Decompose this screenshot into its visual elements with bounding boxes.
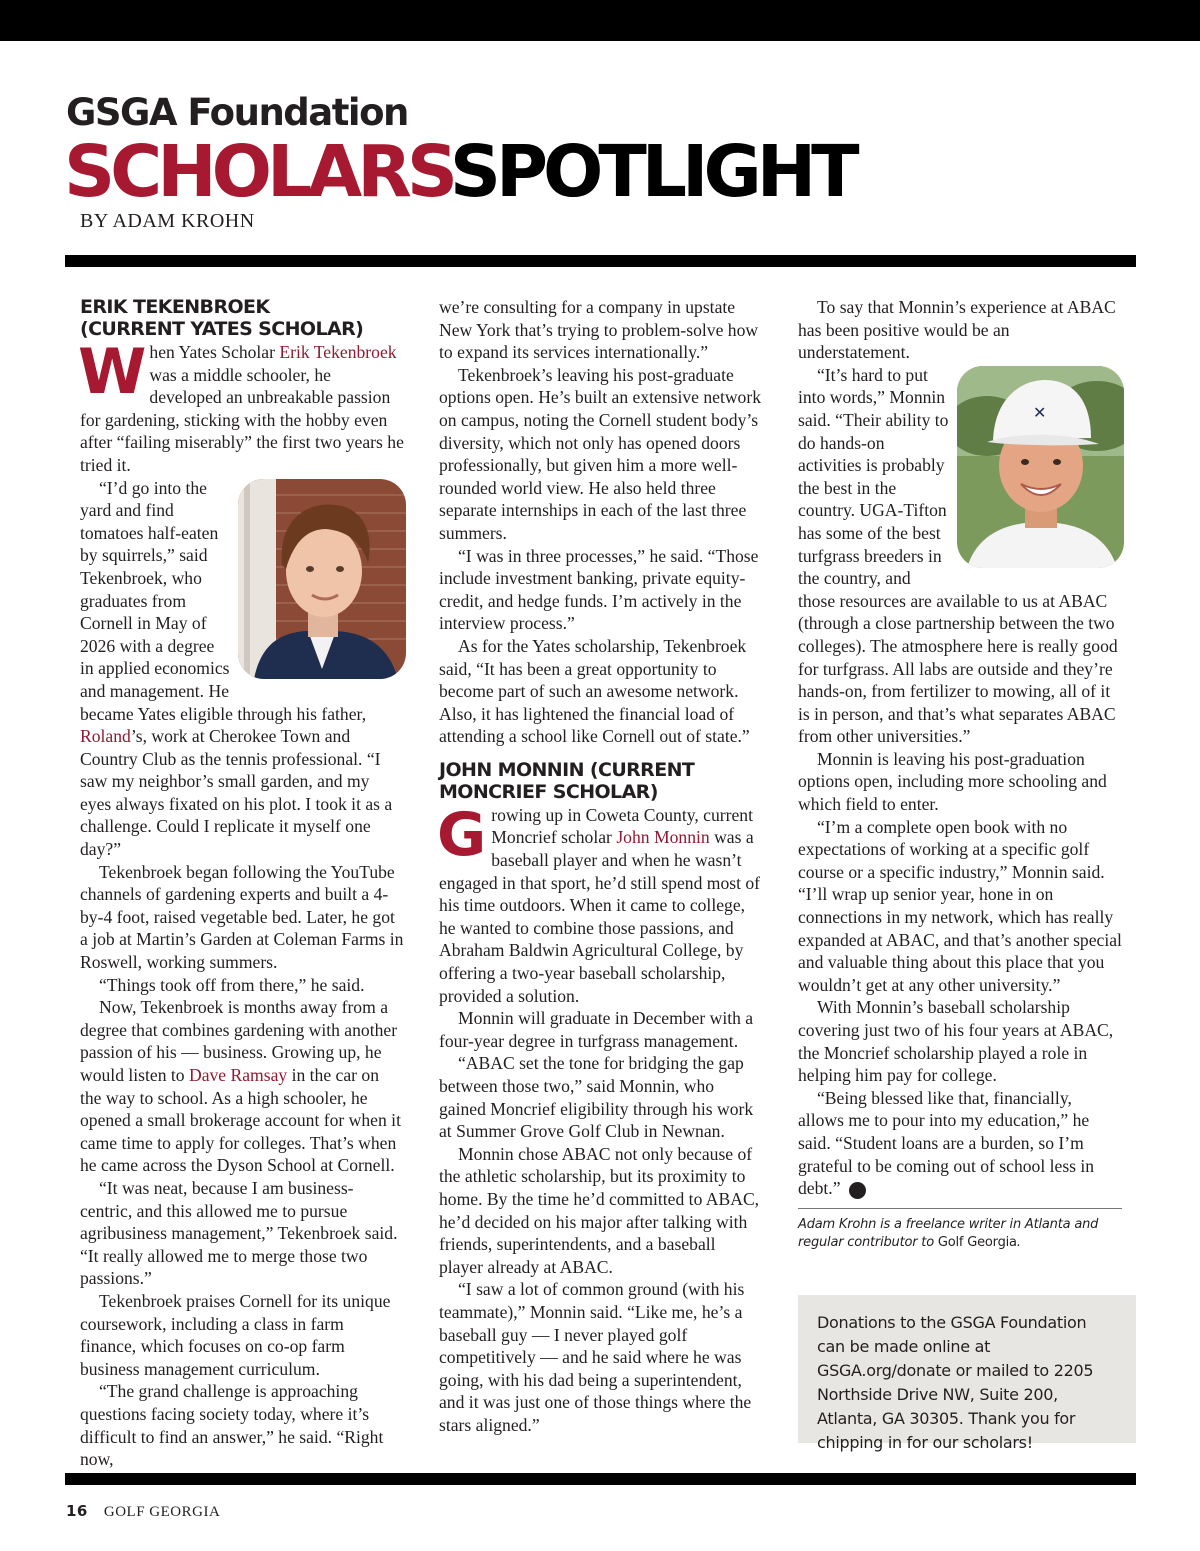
- column-2: [439, 296, 763, 1437]
- headline-scholars: SCHOLARS: [64, 130, 450, 213]
- paragraph: “I saw a lot of common ground (with his teammate),” Monnin said. “Like me, he’s a baseball guy — I never played golf competitively — and he said where he was going, with his dad being a superintendent, and it was just one of those things where the stars aligned.”: [439, 1279, 752, 1435]
- magazine-title: GOLF GEORGIA: [103, 1504, 221, 1520]
- text-run: was a middle schooler, he developed an unbreakable passion for gardening, sticking with the hobby even after “failing miserably” the first two years he tried it.: [80, 364, 404, 475]
- bio-divider: [798, 1208, 1122, 1209]
- paragraph: To say that Monnin’s experience at ABAC has been positive would be an understatement.: [798, 297, 1116, 363]
- paragraph: “The grand challenge is approaching questions facing society today, where it’s difficult to find an answer,” he said. “Right now,: [80, 1381, 384, 1470]
- paragraph: [798, 364, 1122, 748]
- paragraph: “I was in three processes,” he said. “Those include investment banking, private equity-credit, and hedge funds. I’m actively in the interview process.”: [439, 545, 759, 634]
- top-black-bar: [0, 0, 1200, 41]
- paragraph: With Monnin’s baseball scholarship covering just two of his four years at ABAC, the Moncrief scholarship played a role in helping him pay for college.: [798, 997, 1114, 1086]
- paragraph: Monnin chose ABAC not only because of the athletic scholarship, but its proximity to home. By the time he’d committed to ABAC, he’d decided on his major after talking with friends, superintendents, and a baseball player already at ABAC.: [439, 1143, 760, 1277]
- paragraph: “Things took off from there,” he said.: [99, 974, 365, 995]
- photo-john-monnin: [957, 366, 1124, 568]
- drop-cap: G: [437, 799, 484, 870]
- section-heading-tekenbroek: [80, 296, 404, 340]
- heading-line: MONCRIEF SCHOLAR): [439, 780, 658, 803]
- portrait-image: [957, 366, 1124, 568]
- text-run: hen Yates Scholar: [149, 342, 280, 362]
- paragraph: Monnin is leaving his post-graduation options open, including more schooling and which field to enter.: [798, 748, 1107, 815]
- text-run: ’s, work at Cherokee Town and Country Club as the tennis professional. “I saw my neighbor’s small garden, and my eyes always fixated on his plot. I took it as a challenge. Could I replicate it myself one day?”: [80, 726, 393, 860]
- paragraph: “ABAC set the tone for bridging the gap between those two,” said Monnin, who gained Moncrief eligibility through his work at Summer Grove Golf Club in Newnan.: [439, 1053, 754, 1142]
- headline-spotlight: SPOTLIGHT: [449, 130, 855, 213]
- paragraph: [80, 996, 404, 1177]
- byline: BY ADAM KROHN: [80, 210, 255, 232]
- paragraph: [798, 1087, 1122, 1200]
- bottom-rule: [65, 1473, 1136, 1485]
- page-footer: [66, 1502, 220, 1521]
- link-john-monnin[interactable]: John Monnin: [616, 827, 710, 848]
- portrait-image: [238, 479, 406, 679]
- paragraph: [437, 799, 763, 1007]
- headline: [64, 130, 855, 213]
- text-run: “Being blessed like that, financially, allows me to pour into my education,” he said. “Student loans are a burden, so I’m grateful to be coming out of school less in debt.”: [798, 1087, 1095, 1199]
- page-number: 16: [66, 1502, 88, 1520]
- text-run: “It’s hard to put into words,” Monnin said. “Their ability to do hands-on activities is probably the best in the country. UGA-Tifton has some of the best turfgrass breeders in the country, and those resources are available to us at ABAC (through a close partnership between the two colleges). The atmosphere here is really good for turfgrass. All labs are outside and they’re hands-on, from fertilizer to mowing, all of it is in person, and that’s what separates ABAC from other universities.”: [798, 364, 1118, 747]
- text-run: Now, Tekenbroek is months away from a degree that combines gardening with another passion of his — business. Growing up, he would listen to: [80, 997, 398, 1085]
- link-roland[interactable]: Roland: [80, 726, 131, 747]
- column-1: [80, 296, 404, 1471]
- photo-erik-tekenbroek: [238, 479, 406, 679]
- author-bio: [798, 1216, 1122, 1252]
- paragraph: [78, 335, 404, 477]
- text-run: rowing up in Coweta County, current Moncrief scholar: [491, 804, 753, 848]
- magazine-name: Golf Georgia: [937, 1234, 1017, 1250]
- svg-text:✕: ✕: [1033, 402, 1047, 422]
- drop-cap: W: [78, 335, 144, 408]
- heading-line: JOHN MONNIN (CURRENT: [439, 758, 695, 781]
- paragraph: Tekenbroek’s leaving his post-graduate options open. He’s built an extensive network on campus, noting the Cornell student body’s diversity, which not only has opened doors professionally, but given him a more well-rounded world view. He also held three separate internships in each of the last three summers.: [439, 364, 762, 543]
- golf-georgia-gg-icon: GG: [849, 1182, 866, 1199]
- paragraph: “I’m a complete open book with no expectations of working at a specific golf course or a specific industry,” Monnin said. “I’ll wrap up senior year, hone in on connections in my network, which has really expanded at ABAC, and that’s another special and valuable thing about this place that you wouldn’t get at any other university.”: [798, 816, 1122, 995]
- paragraph: Tekenbroek began following the YouTube channels of gardening experts and built a 4-by-4 foot, raised vegetable bed. Later, he got a job at Martin’s Garden at Coleman Farms in Roswell, working summers.: [80, 861, 404, 973]
- section-kicker: GSGA Foundation: [66, 91, 408, 134]
- paragraph: Tekenbroek praises Cornell for its unique coursework, including a class in farm finance, which focuses on co-op farm business management curriculum.: [80, 1290, 391, 1379]
- donation-callout: [798, 1295, 1136, 1452]
- top-rule: [65, 255, 1136, 267]
- paragraph: As for the Yates scholarship, Tekenbroek said, “It has been a great opportunity to become part of such an awesome network. Also, it has lightened the financial load of attending a school like Cornell out of state.”: [439, 635, 750, 747]
- text-run: in the car on the way to school. As a high schooler, he opened a small brokerage account for when it came time to apply for colleges. That’s when he came across the Dyson School at Cornell.: [80, 1065, 401, 1176]
- text-run: “I’d go into the yard and find tomatoes half-eaten by squirrels,” said Tekenbroek, who graduates from Cornell in May of 2026 with a degree in applied economics and management. He became Yates eligible through his father,: [80, 477, 367, 724]
- text-run: was a baseball player and when he wasn’t engaged in that sport, he’d still spend most of his time outdoors. When it came to college, he wanted to combine those passions, and Abraham Baldwin Agricultural College, by offering a two-year baseball scholarship, provided a solution.: [439, 827, 761, 1006]
- paragraph: “It was neat, because I am business-centric, and this allowed me to pursue agribusiness management,” Tekenbroek said. “It really allowed me to merge those two passions.”: [80, 1177, 398, 1289]
- paragraph: [80, 477, 404, 861]
- donation-text: Donations to the GSGA Foundation can be made online at GSGA.org/donate or mailed to 2205 Northside Drive NW, Suite 200, Atlanta, GA 30305. Thank you for chipping in for our scholars!: [817, 1313, 1094, 1452]
- paragraph: Monnin will graduate in December with a four-year degree in turfgrass management.: [439, 1008, 754, 1051]
- column-3: [798, 296, 1122, 1252]
- text-run: Adam Krohn is a freelance writer in Atlanta and regular contributor to: [798, 1216, 1099, 1250]
- link-dave-ramsay[interactable]: Dave Ramsay: [188, 1065, 288, 1085]
- section-heading-monnin: [439, 759, 763, 803]
- link-erik-tekenbroek[interactable]: Erik Tekenbroek: [279, 342, 397, 362]
- paragraph: we’re consulting for a company in upstate New York that’s trying to problem-solve how to expand its services internationally.”: [439, 297, 759, 363]
- text-run: .: [1016, 1234, 1021, 1250]
- heading-line: (CURRENT YATES SCHOLAR): [80, 318, 364, 340]
- heading-line: ERIK TEKENBROEK: [80, 296, 270, 318]
